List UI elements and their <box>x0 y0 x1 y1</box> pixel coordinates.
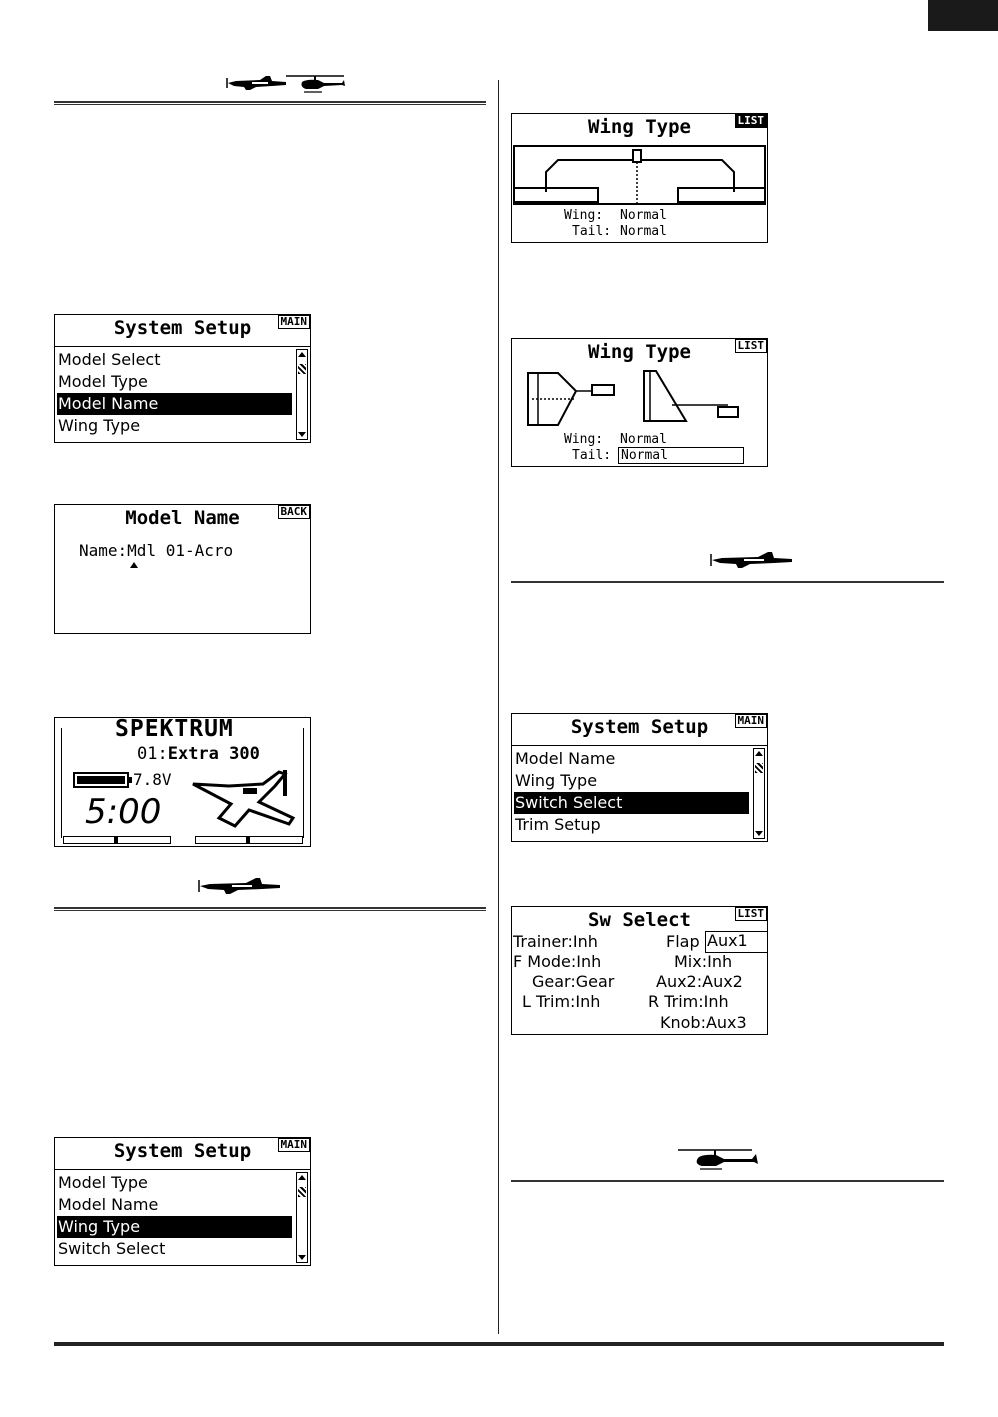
wing-value[interactable]: Normal <box>620 432 667 447</box>
cursor-icon <box>129 561 139 569</box>
screen-title: Wing Type <box>588 116 691 138</box>
left-trim-switch[interactable]: L Trim:Inh <box>522 992 601 1011</box>
system-setup-screen-2 <box>54 1137 311 1266</box>
wing-label: Wing: <box>564 432 604 447</box>
menu-item-model-select[interactable]: Model Select <box>58 350 161 369</box>
scroll-down-icon[interactable] <box>754 830 764 838</box>
scroll-up-icon[interactable] <box>754 749 764 757</box>
menu-item-model-name[interactable]: Model Name <box>58 1195 159 1214</box>
wing-label: Wing: <box>564 208 604 223</box>
airplane-icon <box>198 874 284 898</box>
main-screen <box>54 717 311 847</box>
scroll-down-icon[interactable] <box>297 1254 307 1262</box>
system-setup-screen-1 <box>54 314 311 443</box>
menu-item-wing-type[interactable]: Wing Type <box>57 1216 292 1238</box>
menu-item-trim-setup[interactable]: Trim Setup <box>515 815 601 834</box>
flap-label: Flap <box>666 932 700 951</box>
screen-title: System Setup <box>113 1140 252 1162</box>
scroll-thumb[interactable] <box>298 364 306 374</box>
section-rule <box>54 907 486 911</box>
battery-icon <box>73 770 133 790</box>
menu-item-model-name[interactable]: Model Name <box>57 393 292 415</box>
model-name: Extra 300 <box>167 744 260 764</box>
screen-title: System Setup <box>113 317 252 339</box>
tail-label: Tail: <box>572 224 612 239</box>
wing-value[interactable]: Normal <box>620 208 667 223</box>
scrollbar[interactable] <box>296 1172 308 1263</box>
right-trim-bar <box>303 728 310 838</box>
scroll-thumb[interactable] <box>298 1187 306 1197</box>
airplane-graphic-icon <box>189 766 301 834</box>
tail-diagram-icon <box>512 365 768 431</box>
main-button[interactable]: MAIN <box>735 714 768 728</box>
menu-list <box>55 1169 310 1265</box>
list-button[interactable]: LIST <box>735 339 768 353</box>
column-divider <box>498 80 499 1334</box>
mix-switch[interactable]: Mix:Inh <box>674 952 733 971</box>
main-button[interactable]: MAIN <box>278 1138 311 1152</box>
back-button[interactable]: BACK <box>278 505 311 519</box>
menu-item-wing-type[interactable]: Wing Type <box>58 416 141 435</box>
name-field[interactable]: Mdl 01-Acro <box>127 541 234 560</box>
wing-diagram-icon <box>512 144 768 206</box>
scroll-thumb[interactable] <box>755 763 763 773</box>
helicopter-icon <box>676 1146 762 1172</box>
menu-item-model-name[interactable]: Model Name <box>515 749 616 768</box>
system-setup-screen-3 <box>511 713 768 842</box>
footer-rule <box>54 1342 944 1346</box>
menu-item-wing-type[interactable]: Wing Type <box>515 771 598 790</box>
wing-type-screen-1 <box>511 113 768 243</box>
section-rule <box>511 1180 944 1182</box>
right-trim-switch[interactable]: R Trim:Inh <box>648 992 729 1011</box>
trainer-switch[interactable]: Trainer:Inh <box>513 932 598 951</box>
tail-label: Tail: <box>572 448 612 463</box>
model-name-screen <box>54 504 311 634</box>
tail-value[interactable]: Normal <box>620 224 667 239</box>
menu-item-model-type[interactable]: Model Type <box>58 372 148 391</box>
menu-list <box>512 745 767 841</box>
scrollbar[interactable] <box>296 349 308 440</box>
name-label: Name: <box>79 541 128 560</box>
menu-item-switch-select[interactable]: Switch Select <box>514 792 749 814</box>
flap-switch-field[interactable]: Aux1 <box>705 931 768 953</box>
switch-select-screen <box>511 906 768 1035</box>
tail-value-field[interactable]: Normal <box>618 447 744 464</box>
list-button[interactable]: LIST <box>735 114 768 128</box>
bottom-trim-bar-left <box>63 836 171 844</box>
aux2-switch[interactable]: Aux2:Aux2 <box>656 972 743 991</box>
scroll-down-icon[interactable] <box>297 431 307 439</box>
list-button[interactable]: LIST <box>735 907 768 921</box>
menu-list <box>55 346 310 442</box>
screen-title: Wing Type <box>588 341 691 363</box>
brand-logo: SPEKTRUM <box>115 717 234 742</box>
main-button[interactable]: MAIN <box>278 315 311 329</box>
helicopter-icon <box>284 72 348 94</box>
wing-type-screen-2 <box>511 338 768 467</box>
model-number: 01: <box>137 744 168 764</box>
screen-title: System Setup <box>570 716 709 738</box>
timer-readout: 5:00 <box>85 792 162 832</box>
scroll-up-icon[interactable] <box>297 350 307 358</box>
airplane-icon <box>710 548 796 572</box>
menu-item-model-type[interactable]: Model Type <box>58 1173 148 1192</box>
gear-switch[interactable]: Gear:Gear <box>532 972 615 991</box>
section-rule <box>511 581 944 583</box>
scrollbar[interactable] <box>753 748 765 839</box>
bottom-trim-bar-right <box>195 836 303 844</box>
scroll-up-icon[interactable] <box>297 1173 307 1181</box>
knob-switch[interactable]: Knob:Aux3 <box>660 1013 747 1032</box>
left-trim-bar <box>55 728 62 838</box>
screen-title: Model Name <box>125 507 240 529</box>
menu-item-switch-select[interactable]: Switch Select <box>58 1239 166 1258</box>
screen-title: Sw Select <box>588 909 691 931</box>
section-rule <box>54 101 486 105</box>
page-tab-marker <box>928 0 998 31</box>
voltage-readout: 7.8V <box>133 770 172 789</box>
flight-mode-switch[interactable]: F Mode:Inh <box>513 952 602 971</box>
